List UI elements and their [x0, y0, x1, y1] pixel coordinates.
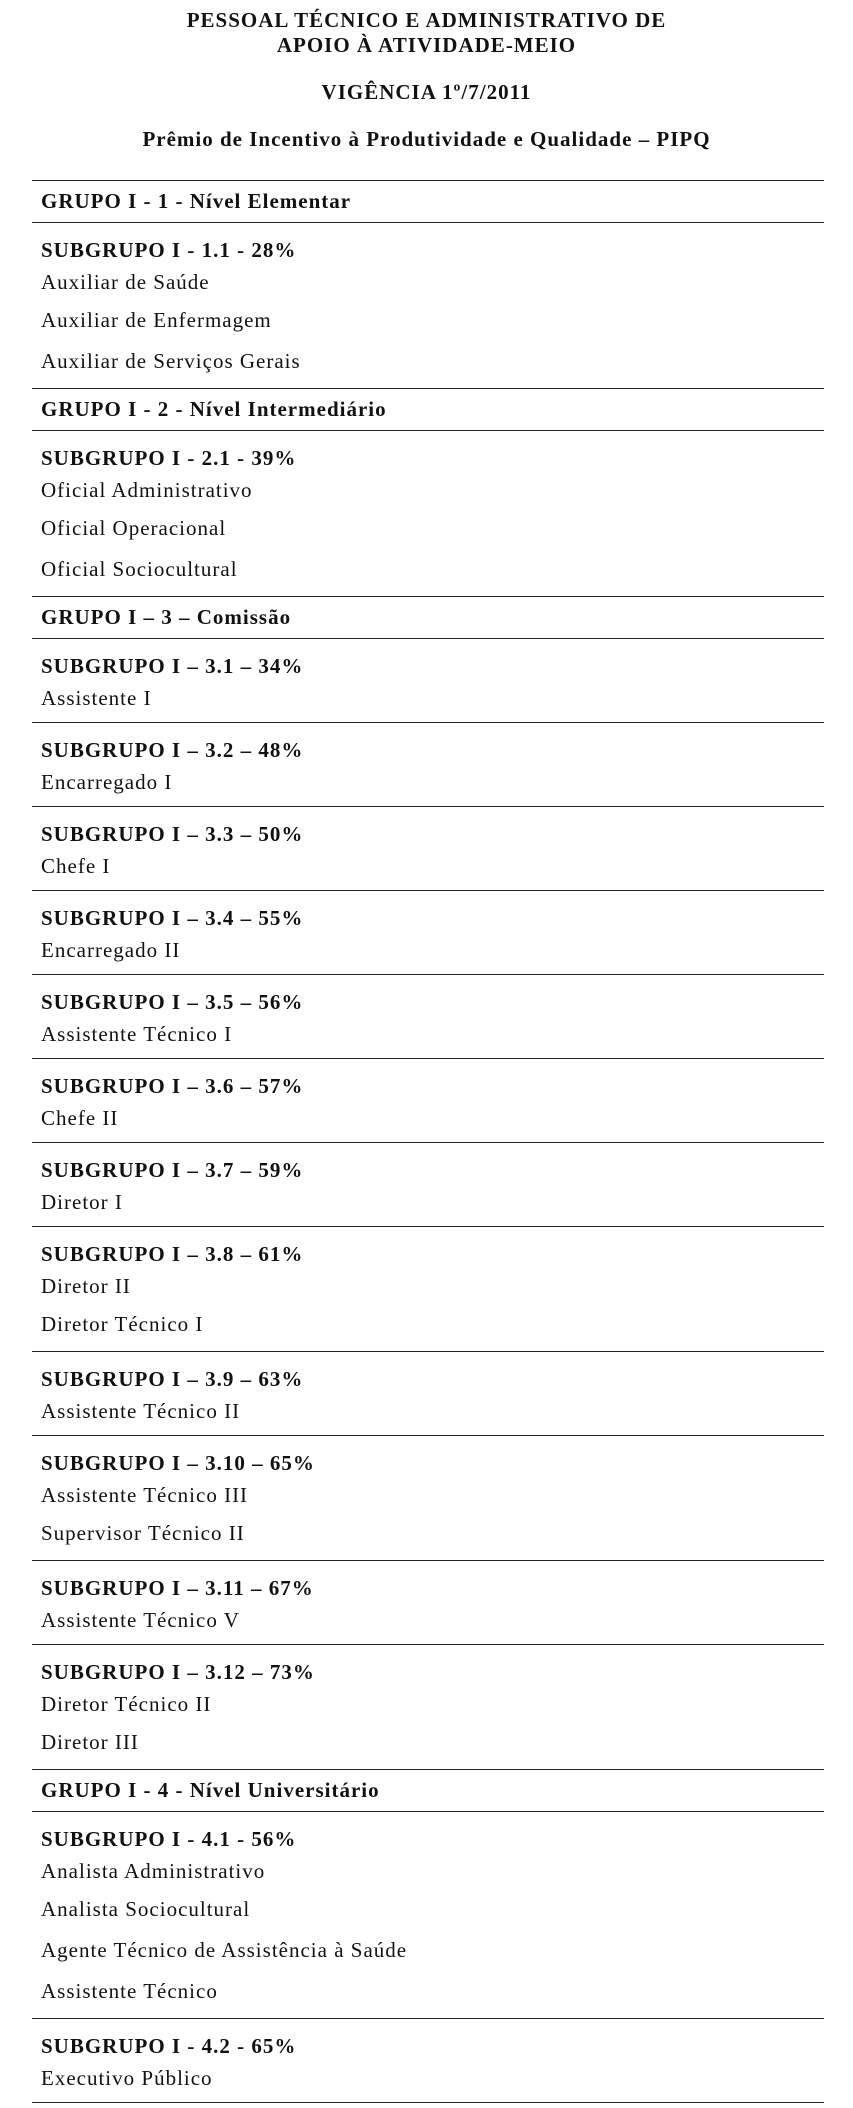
subgroup-block	[32, 222, 824, 388]
subgroup-title: SUBGRUPO I – 3.8 – 61%	[41, 1242, 304, 1266]
position-item: Oficial Sociocultural	[41, 557, 238, 581]
subgroup-title: SUBGRUPO I – 3.7 – 59%	[41, 1158, 304, 1182]
group-header: GRUPO I - 1 - Nível Elementar	[32, 180, 824, 222]
subgroup-block	[32, 1644, 824, 1769]
position-item: Diretor Técnico II	[41, 1692, 212, 1716]
subgroup-title: SUBGRUPO I – 3.12 – 73%	[41, 1660, 315, 1684]
subgroup-title: SUBGRUPO I - 4.1 - 56%	[41, 1827, 297, 1851]
position-list	[41, 680, 824, 716]
position-list	[41, 1686, 824, 1763]
subgroup-block	[32, 430, 824, 596]
position-list	[41, 1184, 824, 1220]
position-list	[41, 2060, 824, 2096]
position-list	[41, 848, 824, 884]
subgroup-block	[32, 1226, 824, 1351]
subgroup-block	[32, 1435, 824, 1560]
position-item: Diretor Técnico I	[41, 1312, 204, 1336]
group-header: GRUPO I - 2 - Nível Intermediário	[32, 388, 824, 430]
subgroup-title: SUBGRUPO I – 3.1 – 34%	[41, 654, 304, 678]
position-item: Oficial Administrativo	[41, 478, 253, 502]
position-item: Supervisor Técnico II	[41, 1521, 245, 1545]
subgroup-title: SUBGRUPO I – 3.10 – 65%	[41, 1451, 315, 1475]
position-item: Encarregado II	[41, 938, 181, 962]
subgroup-title: SUBGRUPO I – 3.6 – 57%	[41, 1074, 304, 1098]
position-list	[41, 1393, 824, 1429]
position-item: Assistente Técnico V	[41, 1608, 240, 1632]
position-item: Analista Sociocultural	[41, 1897, 251, 1921]
document-header	[0, 0, 853, 58]
position-item: Diretor II	[41, 1274, 131, 1298]
subgroup-block	[32, 1058, 824, 1142]
position-item: Auxiliar de Enfermagem	[41, 308, 272, 332]
validity-date: VIGÊNCIA 1º/7/2011	[321, 80, 532, 104]
subgroup-block	[32, 1811, 824, 2018]
document-title-line-2: APOIO À ATIVIDADE-MEIO	[276, 33, 577, 57]
subgroup-title: SUBGRUPO I – 3.9 – 63%	[41, 1367, 304, 1391]
program-name: Prêmio de Incentivo à Produtividade e Qualidade – PIPQ	[142, 127, 711, 151]
position-item: Auxiliar de Serviços Gerais	[41, 349, 301, 373]
position-list	[41, 1477, 824, 1554]
position-list	[41, 1016, 824, 1052]
position-list	[41, 472, 824, 590]
group-header: GRUPO I – 3 – Comissão	[32, 596, 824, 638]
position-item: Assistente Técnico I	[41, 1022, 233, 1046]
position-item: Agente Técnico de Assistência à Saúde	[41, 1938, 408, 1962]
position-item: Oficial Operacional	[41, 516, 227, 540]
subgroup-block	[32, 1142, 824, 1226]
position-list	[41, 1602, 824, 1638]
subgroup-title: SUBGRUPO I – 3.5 – 56%	[41, 990, 304, 1014]
position-list	[41, 764, 824, 800]
subgroup-block	[32, 1560, 824, 1644]
document-title-line-1: PESSOAL TÉCNICO E ADMINISTRATIVO DE	[186, 8, 667, 32]
position-list	[41, 932, 824, 968]
table-bottom-rule	[32, 2102, 824, 2103]
subgroup-block	[32, 638, 824, 722]
position-item: Executivo Público	[41, 2066, 213, 2090]
subgroup-title: SUBGRUPO I – 3.4 – 55%	[41, 906, 304, 930]
position-item: Encarregado I	[41, 770, 173, 794]
position-list	[41, 1268, 824, 1345]
position-list	[41, 1100, 824, 1136]
subgroup-block	[32, 722, 824, 806]
subgroup-block	[32, 806, 824, 890]
subgroup-block	[32, 890, 824, 974]
position-item: Diretor I	[41, 1190, 123, 1214]
position-list	[41, 1853, 824, 2012]
position-item: Assistente I	[41, 686, 152, 710]
subgroup-block	[32, 2018, 824, 2102]
position-item: Auxiliar de Saúde	[41, 270, 210, 294]
subgroup-title: SUBGRUPO I - 4.2 - 65%	[41, 2034, 297, 2058]
classification-table	[32, 180, 824, 2103]
subgroup-title: SUBGRUPO I – 3.3 – 50%	[41, 822, 304, 846]
subgroup-block	[32, 1351, 824, 1435]
position-item: Assistente Técnico II	[41, 1399, 241, 1423]
position-list	[41, 264, 824, 382]
subgroup-title: SUBGRUPO I – 3.2 – 48%	[41, 738, 304, 762]
position-item: Analista Administrativo	[41, 1859, 266, 1883]
subgroup-block	[32, 974, 824, 1058]
subgroup-title: SUBGRUPO I - 2.1 - 39%	[41, 446, 297, 470]
position-item: Chefe II	[41, 1106, 119, 1130]
position-item: Chefe I	[41, 854, 111, 878]
position-item: Assistente Técnico III	[41, 1483, 249, 1507]
position-item: Diretor III	[41, 1730, 139, 1754]
subgroup-title: SUBGRUPO I - 1.1 - 28%	[41, 238, 297, 262]
group-header: GRUPO I - 4 - Nível Universitário	[32, 1769, 824, 1811]
subgroup-title: SUBGRUPO I – 3.11 – 67%	[41, 1576, 314, 1600]
position-item: Assistente Técnico	[41, 1979, 218, 2003]
